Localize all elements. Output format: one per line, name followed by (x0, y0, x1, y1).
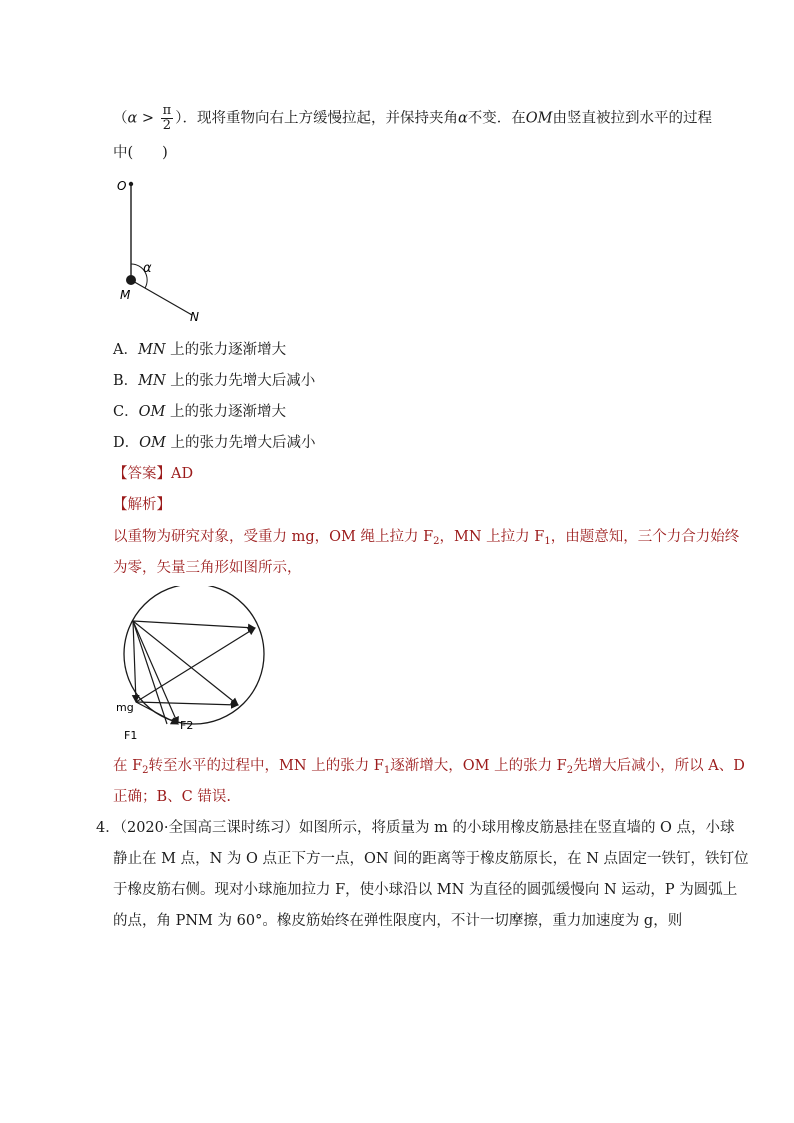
option-d-letter: D． (113, 435, 140, 451)
vector-circle-figure (112, 586, 272, 746)
option-a-letter: A． (113, 342, 138, 358)
rope-mn (131, 280, 192, 315)
analysis-label: 【解析】 (113, 497, 171, 513)
label-o: O (117, 179, 127, 193)
concl-subscript-2b: 2 (566, 765, 574, 776)
pi-over-two (161, 104, 174, 133)
conclusion-line2: 正确；B、C 错误. (113, 789, 231, 805)
concl-subscript-1: 1 (383, 765, 391, 776)
stem-text-1: ）．现将重物向右上方缓慢拉起，并保持夹角 (175, 110, 458, 127)
two-denominator: 2 (162, 118, 172, 133)
subscript-2: 2 (433, 536, 440, 547)
vector-f1-tip (133, 621, 178, 724)
concl-subscript-2: 2 (142, 765, 149, 776)
stem-text-3: 由竖直被拉到水平的过程 (552, 110, 712, 127)
option-c-letter: C． (113, 404, 139, 420)
alpha-symbol-2: α (457, 110, 468, 127)
option-c-segment: OM (138, 404, 166, 420)
question4-line2: 静止在 M 点，N 为 O 点正下方一点，ON 间的距离等于橡皮筋原长，在 N 点固定一铁钉，铁钉位 (113, 851, 749, 867)
option-d-segment: OM (139, 435, 166, 451)
label-alpha: α (143, 261, 152, 276)
greater-than: > (137, 110, 159, 127)
option-a (113, 340, 286, 360)
concl-text-a: 在 F (113, 758, 143, 774)
option-d (113, 433, 315, 453)
conclusion-line1 (113, 756, 745, 781)
concl-text-d: 先增大后减小，所以 A、D (573, 758, 745, 774)
option-c-text: 上的张力逐渐增大 (165, 404, 286, 420)
concl-text-c: 逐渐增大，OM 上的张力 F (390, 758, 567, 774)
analysis-text-c: ，由题意知，三个力合力始终 (550, 529, 740, 545)
analysis-text-a: 以重物为研究对象，受重力 mg，OM 绳上拉力 F (113, 529, 434, 545)
option-b-letter: B． (113, 373, 139, 389)
label-n: N (190, 310, 199, 324)
vector-diagonal (133, 621, 238, 705)
label-f2: F2 (180, 719, 194, 732)
question4-line1: 4．（2020·全国高三课时练习）如图所示，将质量为 m 的小球用橡皮筋悬挂在竖直墙的 O 点，小球 (96, 820, 735, 836)
om-label: OM (525, 110, 553, 127)
vector-cross (136, 628, 255, 702)
vector-f1 (136, 702, 178, 724)
question4-line4: 的点，角 PNM 为 60°。橡皮筋始终在弹性限度内，不计一切摩擦，重力加速度为 g，则 (113, 913, 683, 929)
label-f1: F1 (124, 729, 138, 742)
option-b (113, 371, 315, 391)
option-b-segment: MN (138, 373, 166, 389)
analysis-text-b: ，MN 上拉力 F (439, 529, 545, 545)
vector-top (133, 621, 255, 628)
pi-numerator: π (162, 103, 172, 118)
concl-text-b: 转至水平的过程中，MN 上的张力 F (148, 758, 384, 774)
option-a-segment: MN (137, 342, 166, 358)
option-a-text: 上的张力逐渐增大 (165, 342, 287, 358)
answer-label: 【答案】 (113, 466, 171, 482)
vector-lower (136, 702, 238, 705)
open-paren: （ (113, 110, 128, 127)
question3-stem-line1 (113, 104, 712, 133)
subscript-1: 1 (544, 536, 551, 547)
option-b-text: 上的张力先增大后减小 (165, 373, 316, 389)
option-c (113, 402, 286, 422)
question4-line3: 于橡皮筋右侧。现对小球施加拉力 F，使小球沿以 MN 为直径的圆弧缓慢向 N 运动，P 为圆弧上 (113, 882, 738, 898)
stem-text-2: 不变．在 (467, 110, 526, 127)
analysis-line2: 为零，矢量三角形如图所示， (113, 560, 302, 576)
answer-value: AD (171, 466, 194, 482)
label-m: M (120, 288, 131, 302)
answer-line (113, 464, 193, 484)
label-mg: mg (116, 701, 134, 714)
analysis-line1 (113, 527, 739, 552)
question3-stem-line2: 中( ) (113, 145, 168, 161)
option-d-text: 上的张力先增大后减小 (165, 435, 316, 451)
alpha-symbol: α (127, 110, 138, 127)
rope-figure (110, 172, 220, 327)
